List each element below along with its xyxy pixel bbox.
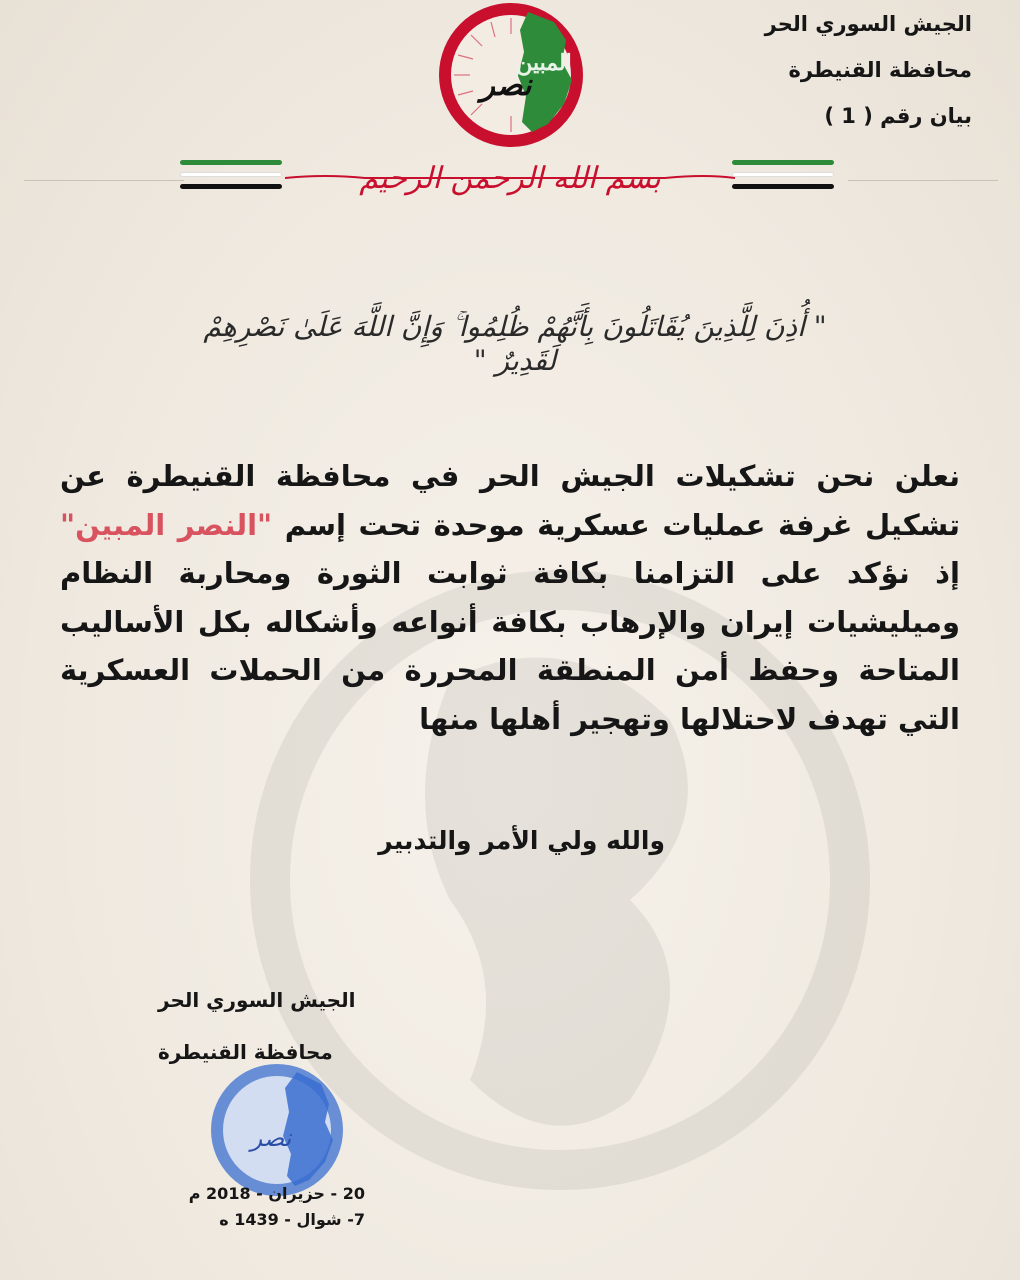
svg-text:نصر: نصر <box>480 68 532 103</box>
header-province: محافظة القنيطرة <box>788 58 972 82</box>
statement-body <box>60 452 960 743</box>
operations-room-name: "النصر المبين" <box>60 507 273 542</box>
date-gregorian: 20 - حزيران - 2018 م <box>188 1184 365 1203</box>
svg-text:نصر: نصر <box>250 1124 292 1152</box>
right-divider-line <box>848 180 998 181</box>
body-text-part2: إذ نؤكد على التزامنا بكافة ثوابت الثورة ومحاربة النظام وميليشيات إيران والإرهاب بكافة أنواعه وأشكاله بكل الأساليب المتاحة وحفظ أمن المنطقة المحررة من الحملات العسكرية التي تهدف لاحتلالها وتهجير أهلها منها <box>60 556 960 736</box>
body-text-part1: نعلن نحن تشكيلات الجيش الحر في محافظة القنيطرة عن تشكيل غرفة عمليات عسكرية موحدة تحت إسم <box>60 459 960 542</box>
svg-text:المبين: المبين <box>516 50 572 76</box>
signature-org-name: الجيش السوري الحر <box>158 988 356 1012</box>
date-hijri: 7- شوال - 1439 ه <box>219 1210 365 1229</box>
al-nasr-al-mubin-logo <box>436 0 586 150</box>
statement-number: بيان رقم ( 1 ) <box>824 104 972 128</box>
header-org-name: الجيش السوري الحر <box>764 12 972 36</box>
official-stamp <box>205 1058 350 1203</box>
left-divider-line <box>24 180 184 181</box>
svg-text:بسم الله الرحمن الرحيم: بسم الله الرحمن الرحيم <box>359 161 661 196</box>
syrian-flag-stripes-right <box>732 160 834 194</box>
basmala-calligraphy <box>285 148 735 208</box>
syrian-flag-stripes-left <box>180 160 282 194</box>
quran-verse: " أُذِنَ لِلَّذِينَ يُقَاتَلُونَ بِأَنَّهُمْ ظُلِمُوا ۚ وَإِنَّ اللَّهَ عَلَىٰ نَصْرِهِمْ لَقَدِيرٌ " <box>203 310 827 377</box>
signature-province: محافظة القنيطرة <box>158 1040 333 1064</box>
closing-phrase: والله ولي الأمر والتدبير <box>378 826 665 855</box>
